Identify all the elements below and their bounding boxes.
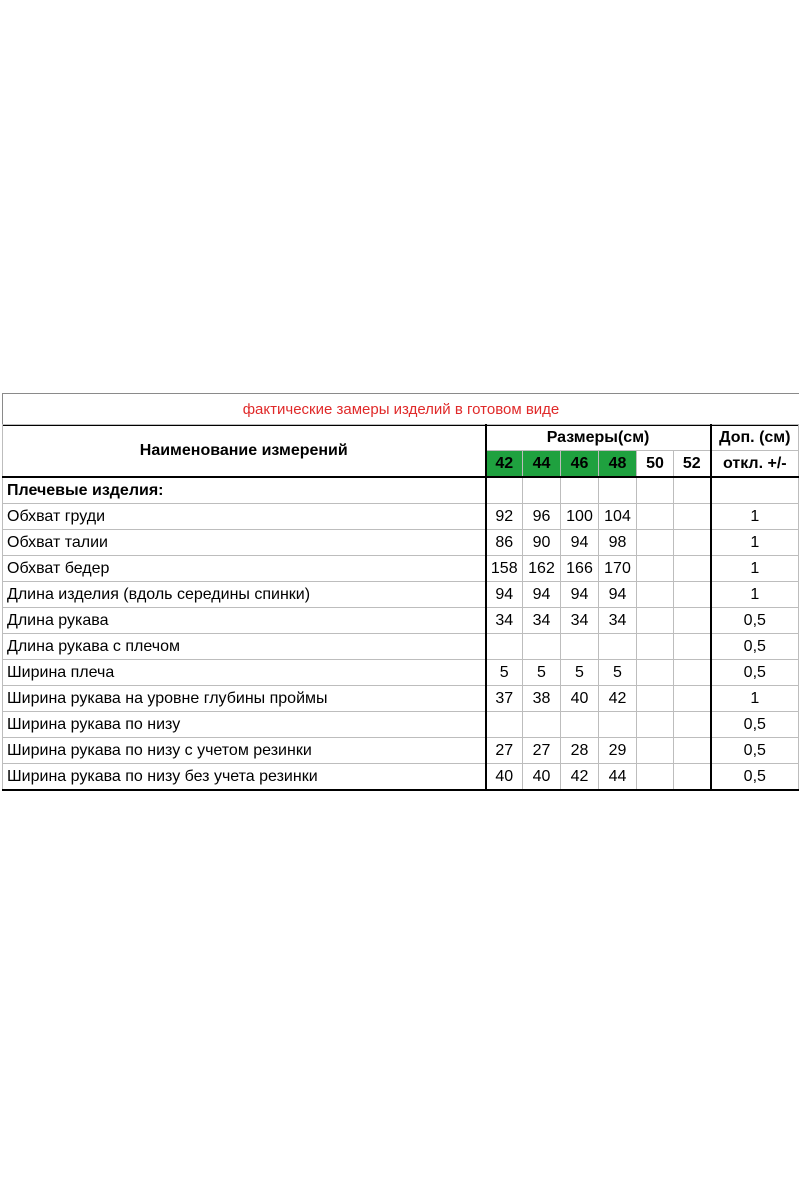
tolerance-value: 0,5: [711, 738, 799, 764]
section-row: [3, 477, 799, 504]
tolerance-value: 0,5: [711, 764, 799, 791]
measurement-name: Ширина рукава по низу с учетом резинки: [3, 738, 486, 764]
size-value-50: [637, 582, 674, 608]
size-value-42: 34: [486, 608, 523, 634]
size-value-44: 96: [523, 504, 561, 530]
size-value-46: 166: [561, 556, 599, 582]
table-row: [3, 712, 799, 738]
tolerance-value: 1: [711, 582, 799, 608]
table-row: [3, 608, 799, 634]
size-44-header: 44: [523, 451, 561, 478]
size-value-52: [674, 686, 711, 712]
sheet-title: фактические замеры изделий в готовом виде: [242, 401, 560, 418]
tolerance-value: 0,5: [711, 634, 799, 660]
measurement-name: Ширина рукава по низу: [3, 712, 486, 738]
size-value-46: 5: [561, 660, 599, 686]
size-value-50: [637, 504, 674, 530]
size-value-50: [637, 712, 674, 738]
size-value-42: 158: [486, 556, 523, 582]
size-value-48: 29: [599, 738, 637, 764]
size-value-52: [674, 660, 711, 686]
size-value-50: [637, 660, 674, 686]
size-value-44: [523, 712, 561, 738]
size-52-header: 52: [674, 451, 711, 478]
size-value-44: [523, 634, 561, 660]
table-row: [3, 582, 799, 608]
title-row: [2, 393, 799, 426]
size-48-header: 48: [599, 451, 637, 478]
size-value-52: [674, 608, 711, 634]
size-value-52: [674, 556, 711, 582]
size-46-header: 46: [561, 451, 599, 478]
size-value-52: [674, 530, 711, 556]
section-label: Плечевые изделия:: [3, 477, 486, 504]
size-value-52: [674, 504, 711, 530]
table-row: [3, 504, 799, 530]
measurement-sheet: [2, 393, 800, 808]
header-row-1: [3, 425, 799, 451]
size-value-50: [637, 764, 674, 791]
column-header-tolerance-2: откл. +/-: [711, 451, 799, 478]
column-header-sizes: Размеры(см): [486, 425, 711, 451]
tolerance-value: 0,5: [711, 660, 799, 686]
size-value-52: [674, 634, 711, 660]
measurement-name: Ширина рукава на уровне глубины проймы: [3, 686, 486, 712]
column-header-name: Наименование измерений: [3, 425, 486, 478]
size-value-48: 170: [599, 556, 637, 582]
size-value-46: 100: [561, 504, 599, 530]
size-value-46: [561, 712, 599, 738]
table-row: [3, 738, 799, 764]
measurement-name: Ширина рукава по низу без учета резинки: [3, 764, 486, 791]
measurement-table: [2, 424, 799, 791]
size-value-42: [486, 712, 523, 738]
table-row: [3, 556, 799, 582]
table-row: [3, 764, 799, 791]
size-value-50: [637, 608, 674, 634]
measurement-name: Обхват талии: [3, 530, 486, 556]
size-value-52: [674, 738, 711, 764]
size-value-50: [637, 634, 674, 660]
size-value-42: 40: [486, 764, 523, 791]
size-value-44: 5: [523, 660, 561, 686]
size-value-42: 37: [486, 686, 523, 712]
size-value-48: 34: [599, 608, 637, 634]
size-value-42: [486, 634, 523, 660]
tolerance-value: 0,5: [711, 608, 799, 634]
size-value-48: [599, 712, 637, 738]
size-value-52: [674, 582, 711, 608]
tolerance-value: 1: [711, 530, 799, 556]
table-row: [3, 530, 799, 556]
size-value-52: [674, 764, 711, 791]
size-value-50: [637, 738, 674, 764]
tolerance-value: 0,5: [711, 712, 799, 738]
size-value-44: 90: [523, 530, 561, 556]
tolerance-value: 1: [711, 686, 799, 712]
size-value-48: 104: [599, 504, 637, 530]
size-value-46: 94: [561, 530, 599, 556]
size-value-48: 98: [599, 530, 637, 556]
size-value-50: [637, 530, 674, 556]
measurement-name: Обхват груди: [3, 504, 486, 530]
size-value-42: 92: [486, 504, 523, 530]
size-value-46: 28: [561, 738, 599, 764]
size-value-46: 40: [561, 686, 599, 712]
size-value-44: 94: [523, 582, 561, 608]
size-value-44: 27: [523, 738, 561, 764]
size-value-46: [561, 634, 599, 660]
measurement-name: Ширина плеча: [3, 660, 486, 686]
size-value-44: 38: [523, 686, 561, 712]
table-row: [3, 660, 799, 686]
size-value-42: 27: [486, 738, 523, 764]
measurement-name: Длина изделия (вдоль середины спинки): [3, 582, 486, 608]
measurement-name: Обхват бедер: [3, 556, 486, 582]
size-value-42: 5: [486, 660, 523, 686]
size-value-50: [637, 686, 674, 712]
column-header-tolerance-1: Доп. (см): [711, 425, 799, 451]
size-value-44: 34: [523, 608, 561, 634]
tolerance-value: 1: [711, 504, 799, 530]
size-value-42: 86: [486, 530, 523, 556]
measurement-name: Длина рукава: [3, 608, 486, 634]
size-value-44: 40: [523, 764, 561, 791]
size-value-48: 94: [599, 582, 637, 608]
tolerance-value: 1: [711, 556, 799, 582]
table-row: [3, 686, 799, 712]
size-value-52: [674, 712, 711, 738]
size-value-46: 42: [561, 764, 599, 791]
size-value-48: [599, 634, 637, 660]
size-value-50: [637, 556, 674, 582]
size-value-48: 44: [599, 764, 637, 791]
size-value-48: 5: [599, 660, 637, 686]
size-value-46: 94: [561, 582, 599, 608]
size-value-48: 42: [599, 686, 637, 712]
size-value-46: 34: [561, 608, 599, 634]
size-42-header: 42: [486, 451, 523, 478]
size-value-44: 162: [523, 556, 561, 582]
size-50-header: 50: [637, 451, 674, 478]
table-row: [3, 634, 799, 660]
measurement-name: Длина рукава с плечом: [3, 634, 486, 660]
size-value-42: 94: [486, 582, 523, 608]
